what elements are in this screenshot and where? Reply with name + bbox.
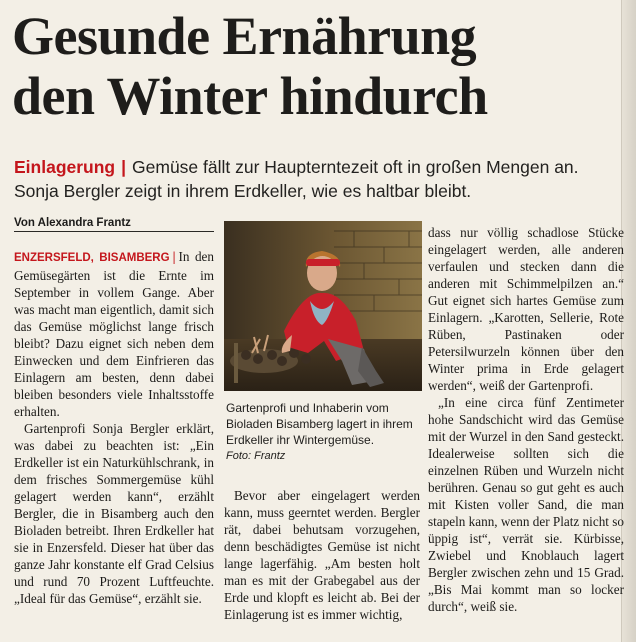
column-1-paragraph-1-text: In den Gemüsegärten ist die Ernte im September in vollem Gange. Aber was macht man eigentlich, damit sich das Gemüse möglichst lange frisch bleibt? Dazu eignet sich neben dem Einwecken und dem Einfrieren das Einlagern am besten, denn dabei bleiben besonders viele Inhaltsstoffe erhalten.: [14, 249, 215, 419]
article-column-1: [14, 248, 214, 607]
column-1-paragraph-2: Gartenprofi Sonja Bergler erklärt, was dabei zu beachten ist: „Ein Erdkeller ist ein Naturkühlschrank, in dem frisches Sommergemüse kühl gelagert werden kann“, erzählt Bergler, die in Bisamberg auch den Bioladen betreibt. Ihren Erdkeller hat sie in Enzersfeld. Dieser hat über das ganze Jahr konstante elf Grad Celsius und rund 70 Prozent Luftfeuchte. „Ideal für das Gemüse“, erzählt sie.: [14, 421, 214, 606]
photo-illustration: [224, 221, 422, 391]
dateline: ENZERSFELD, BISAMBERG: [14, 252, 170, 264]
headline-line-1: Gesunde Ernährung: [12, 6, 477, 66]
headline: [12, 6, 612, 126]
lead-paragraph: [14, 155, 620, 203]
photo-caption: [226, 400, 422, 464]
headline-line-2: den Winter hindurch: [12, 66, 488, 126]
column-3-paragraph-2: „In eine circa fünf Zentimeter hohe Sandschicht wird das Gemüse mit der Wurzel in den Sand gesteckt. Idealerweise sollten sich die einzelnen Rüben und Wurzeln nicht berühren. Genau so gut geht es auch mit Kisten voller Sand, die man stapeln kann, wenn der Platz nicht so üppig ist“, verrät sie. Kürbisse, Zwiebel und Knoblauch lagert Bergler zwischen zehn und 15 Grad. „Bis Mai kommt man so locker durch“, weiß sie.: [428, 395, 624, 614]
article-column-3: [428, 224, 624, 615]
byline: Von Alexandra Frantz: [14, 217, 214, 232]
article-column-2: [224, 487, 420, 623]
column-3-paragraph-1: dass nur völlig schadlose Stücke eingelagert werden, alle anderen verfaulen und stecken dann die anderen mit Schimmelpilzen an.“ Gut eignet sich hartes Gemüse zum Einlagern. „Karotten, Sellerie, Rote Rüben, Pastinaken oder Petersilwurzeln können über den Winter prima in Erde gelagert werden“, weiß der Gartenprofi.: [428, 225, 624, 393]
column-2-paragraph-1: Bevor aber eingelagert werden kann, muss geerntet werden. Bergler rät, dabei behutsam vorzugehen, denn beschädigtes Gemüse ist nicht lange lagerfähig. „Am besten holt man es mit der Grabegabel aus der Erde und klopft es leicht ab. Bei der Einlagerung ist es immer wichtig,: [224, 488, 420, 622]
caption-text: Gartenprofi und Inhaberin vom Bioladen Bisamberg lagert in ihrem Erdkeller ihr Wintergemüse.: [226, 401, 413, 447]
dateline-separator: |: [172, 249, 176, 264]
lead-text: Gemüse fällt zur Haupterntezeit oft in großen Mengen an. Sonja Bergler zeigt in ihrem Erdkeller, wie es haltbar bleibt.: [14, 157, 579, 201]
photo-credit: Foto: Frantz: [226, 450, 286, 462]
article-photo: [224, 221, 422, 391]
column-1-paragraph-1: [14, 248, 214, 420]
lead-kicker: Einlagerung: [14, 157, 116, 177]
lead-separator: |: [121, 157, 127, 177]
